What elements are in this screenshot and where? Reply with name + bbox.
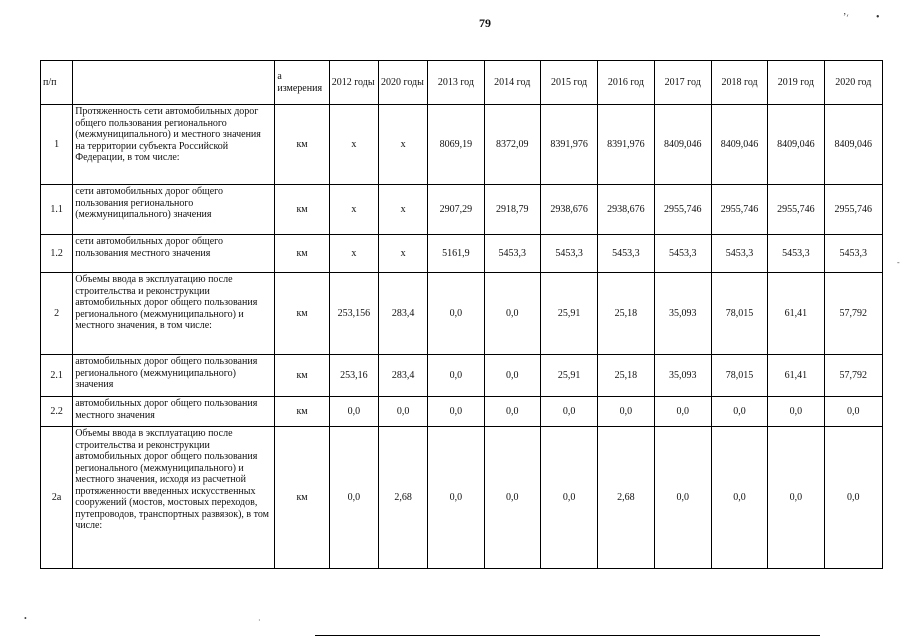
row-description: Объемы ввода в эксплуатацию после строительства и реконструкции автомобильных дорог общего пользования регионального (межмуниципального) и местного значения, в том числе: xyxy=(73,273,275,355)
data-table xyxy=(40,60,883,569)
cell-value: 35,093 xyxy=(654,355,711,397)
cell-value: 0,0 xyxy=(484,397,540,427)
table-row xyxy=(41,235,883,273)
cell-value: 35,093 xyxy=(654,273,711,355)
row-number: 1 xyxy=(41,105,73,185)
row-description: сети автомобильных дорог общего пользования местного значения xyxy=(73,235,275,273)
cell-value: 57,792 xyxy=(824,355,882,397)
row-unit: км xyxy=(275,355,329,397)
cell-value: 8391,976 xyxy=(540,105,597,185)
cell-value: 5453,3 xyxy=(484,235,540,273)
cell-value: 2955,746 xyxy=(824,185,882,235)
row-number: 2 xyxy=(41,273,73,355)
cell-value: 2907,29 xyxy=(428,185,484,235)
row-unit: км xyxy=(275,397,329,427)
cell-value: 2,68 xyxy=(378,427,427,569)
header-cell: 2016 год xyxy=(598,61,654,105)
cell-value: 5453,3 xyxy=(768,235,824,273)
footer-rule xyxy=(315,635,820,636)
cell-value: 5453,3 xyxy=(540,235,597,273)
header-cell: п/п xyxy=(41,61,73,105)
cell-value: 0,0 xyxy=(484,273,540,355)
header-cell: 2012 годы xyxy=(329,61,378,105)
header-cell: 2018 год xyxy=(711,61,767,105)
cell-value: 0,0 xyxy=(428,427,484,569)
cell-value: х xyxy=(378,235,427,273)
cell-value: 5453,3 xyxy=(711,235,767,273)
cell-value: 253,16 xyxy=(329,355,378,397)
cell-value: 0,0 xyxy=(654,427,711,569)
row-description: сети автомобильных дорог общего пользования регионального (межмуниципального) значения xyxy=(73,185,275,235)
row-unit: км xyxy=(275,235,329,273)
row-number: 2а xyxy=(41,427,73,569)
cell-value: 8409,046 xyxy=(711,105,767,185)
cell-value: 5161,9 xyxy=(428,235,484,273)
cell-value: х xyxy=(329,105,378,185)
header-cell: 2017 год xyxy=(654,61,711,105)
table-row xyxy=(41,105,883,185)
cell-value: 0,0 xyxy=(598,397,654,427)
table-row xyxy=(41,185,883,235)
cell-value: х xyxy=(329,185,378,235)
cell-value: 8372,09 xyxy=(484,105,540,185)
table-row xyxy=(41,427,883,569)
cell-value: 0,0 xyxy=(768,397,824,427)
row-description: Протяженность сети автомобильных дорог общего пользования регионального (межмуниципального) и местного значения на территории субъекта Российской Федерации, в том числе: xyxy=(73,105,275,185)
cell-value: 0,0 xyxy=(540,397,597,427)
cell-value: 2938,676 xyxy=(540,185,597,235)
cell-value: 0,0 xyxy=(329,397,378,427)
cell-value: х xyxy=(329,235,378,273)
cell-value: 0,0 xyxy=(329,427,378,569)
cell-value: 0,0 xyxy=(428,273,484,355)
cell-value: 25,18 xyxy=(598,355,654,397)
cell-value: 61,41 xyxy=(768,355,824,397)
row-description: автомобильных дорог общего пользования регионального (межмуниципального) значения xyxy=(73,355,275,397)
header-cell: а измерения xyxy=(275,61,329,105)
header-cell: 2020 год xyxy=(824,61,882,105)
scan-speck: • xyxy=(24,614,27,623)
cell-value: 0,0 xyxy=(654,397,711,427)
row-number: 1.2 xyxy=(41,235,73,273)
cell-value: 5453,3 xyxy=(654,235,711,273)
cell-value: 57,792 xyxy=(824,273,882,355)
row-number: 2.1 xyxy=(41,355,73,397)
row-unit: км xyxy=(275,185,329,235)
scan-speck: ʼ׳ xyxy=(843,12,849,23)
cell-value: 0,0 xyxy=(711,427,767,569)
cell-value: 5453,3 xyxy=(598,235,654,273)
row-unit: км xyxy=(275,427,329,569)
table-row xyxy=(41,397,883,427)
row-number: 2.2 xyxy=(41,397,73,427)
header-cell: 2013 год xyxy=(428,61,484,105)
header-cell: 2019 год xyxy=(768,61,824,105)
scan-speck: · xyxy=(258,616,261,625)
cell-value: 0,0 xyxy=(378,397,427,427)
cell-value: 0,0 xyxy=(824,427,882,569)
cell-value: 8409,046 xyxy=(768,105,824,185)
cell-value: 8391,976 xyxy=(598,105,654,185)
cell-value: 283,4 xyxy=(378,355,427,397)
cell-value: 0,0 xyxy=(540,427,597,569)
cell-value: 2,68 xyxy=(598,427,654,569)
row-number: 1.1 xyxy=(41,185,73,235)
page-number: 79 xyxy=(479,16,491,30)
header-cell: 2014 год xyxy=(484,61,540,105)
cell-value: 0,0 xyxy=(428,355,484,397)
scan-speck: - xyxy=(897,258,900,267)
row-unit: км xyxy=(275,273,329,355)
cell-value: 2955,746 xyxy=(768,185,824,235)
cell-value: 0,0 xyxy=(428,397,484,427)
cell-value: 8069,19 xyxy=(428,105,484,185)
cell-value: 78,015 xyxy=(711,355,767,397)
cell-value: 2938,676 xyxy=(598,185,654,235)
row-unit: км xyxy=(275,105,329,185)
cell-value: 2955,746 xyxy=(711,185,767,235)
cell-value: 78,015 xyxy=(711,273,767,355)
cell-value: 2918,79 xyxy=(484,185,540,235)
cell-value: 0,0 xyxy=(824,397,882,427)
cell-value: 25,91 xyxy=(540,273,597,355)
cell-value: 25,91 xyxy=(540,355,597,397)
cell-value: 253,156 xyxy=(329,273,378,355)
cell-value: 25,18 xyxy=(598,273,654,355)
header-cell xyxy=(73,61,275,105)
cell-value: 2955,746 xyxy=(654,185,711,235)
cell-value: 5453,3 xyxy=(824,235,882,273)
header-cell: 2020 годы xyxy=(378,61,427,105)
row-description: автомобильных дорог общего пользования местного значения xyxy=(73,397,275,427)
scan-speck: • xyxy=(876,12,880,23)
header-row xyxy=(41,61,883,105)
cell-value: х xyxy=(378,185,427,235)
table-row xyxy=(41,273,883,355)
cell-value: 61,41 xyxy=(768,273,824,355)
cell-value: 0,0 xyxy=(484,427,540,569)
row-description: Объемы ввода в эксплуатацию после строительства и реконструкции автомобильных дорог общего пользования регионального (межмуниципального) и местного значения, исходя из расчетной протяженности введенных искусственных сооружений (мостов, мостовых переходов, путепроводов, транспортных развязок), в том числе: xyxy=(73,427,275,569)
cell-value: 8409,046 xyxy=(824,105,882,185)
header-cell: 2015 год xyxy=(540,61,597,105)
cell-value: 8409,046 xyxy=(654,105,711,185)
cell-value: 0,0 xyxy=(484,355,540,397)
cell-value: 0,0 xyxy=(768,427,824,569)
cell-value: 283,4 xyxy=(378,273,427,355)
cell-value: х xyxy=(378,105,427,185)
table-row xyxy=(41,355,883,397)
cell-value: 0,0 xyxy=(711,397,767,427)
